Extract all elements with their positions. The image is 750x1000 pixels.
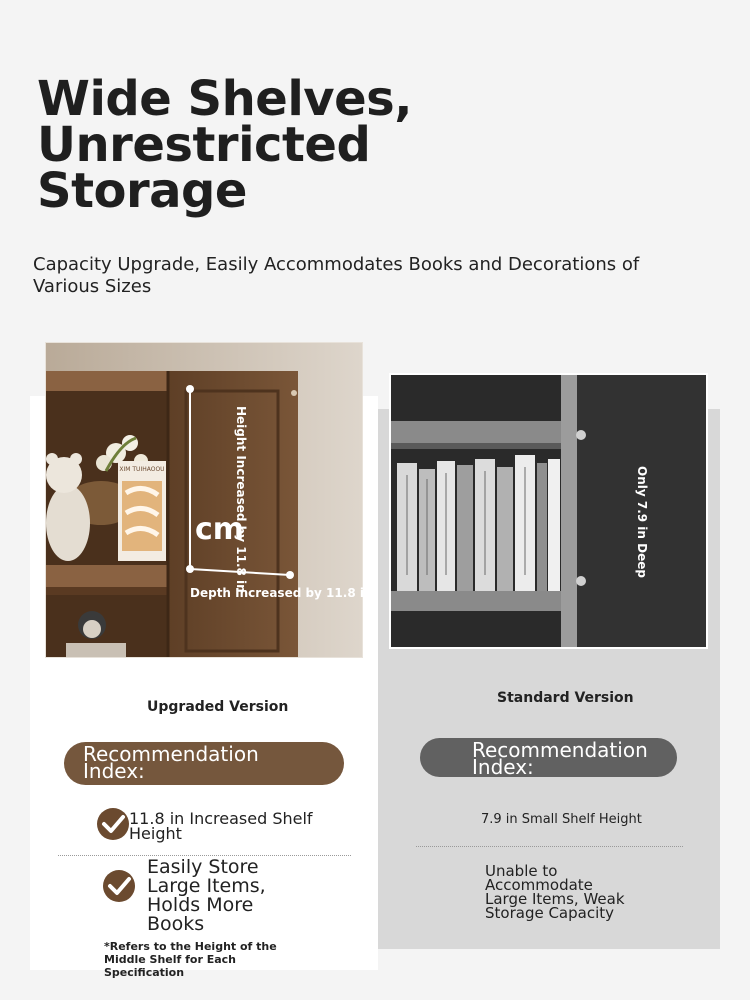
page-title (37, 71, 412, 219)
unit-label: cm (195, 512, 245, 547)
standard-feature-1: 7.9 in Small Shelf Height (481, 812, 642, 827)
standard-recommendation-pill (420, 738, 677, 777)
upgraded-recommendation-pill (64, 742, 344, 785)
standard-depth-annotation: Only 7.9 in Deep (635, 466, 649, 578)
upgraded-shelf-photo (45, 342, 363, 658)
standard-version-label: Standard Version (497, 690, 634, 706)
standard-shelf-photo (389, 373, 708, 649)
title-line-1: Wide Shelves, (37, 71, 412, 127)
upgraded-feature-2: Easily Store Large Items, Holds More Books (147, 856, 266, 935)
upgraded-feature-1: 11.8 in Increased Shelf Height (129, 809, 313, 843)
depth-increase-annotation: Depth Increased by 11.8 in (190, 586, 373, 600)
standard-feature-2: Unable to Accommodate Large Items, Weak Storage Capacity (485, 862, 625, 922)
page-subtitle: Capacity Upgrade, Easily Accommodates Books and Decorations of Various Sizes (33, 254, 640, 297)
upgraded-recommendation-label: Recommendation Index: (83, 742, 259, 783)
title-line-3: Storage (37, 163, 247, 219)
title-line-2: Unrestricted (37, 117, 371, 173)
height-increase-annotation: Height Increased by 11.8 in (234, 406, 248, 593)
checkmark-icon (103, 870, 135, 902)
footnote: *Refers to the Height of the Middle Shelf for Each Specification (104, 940, 277, 979)
book-title: XIM TUIHAOOU (119, 466, 165, 473)
checkmark-icon (97, 808, 129, 840)
standard-recommendation-label: Recommendation Index: (472, 738, 648, 779)
upgraded-version-label: Upgraded Version (147, 699, 289, 715)
standard-divider (416, 846, 683, 847)
